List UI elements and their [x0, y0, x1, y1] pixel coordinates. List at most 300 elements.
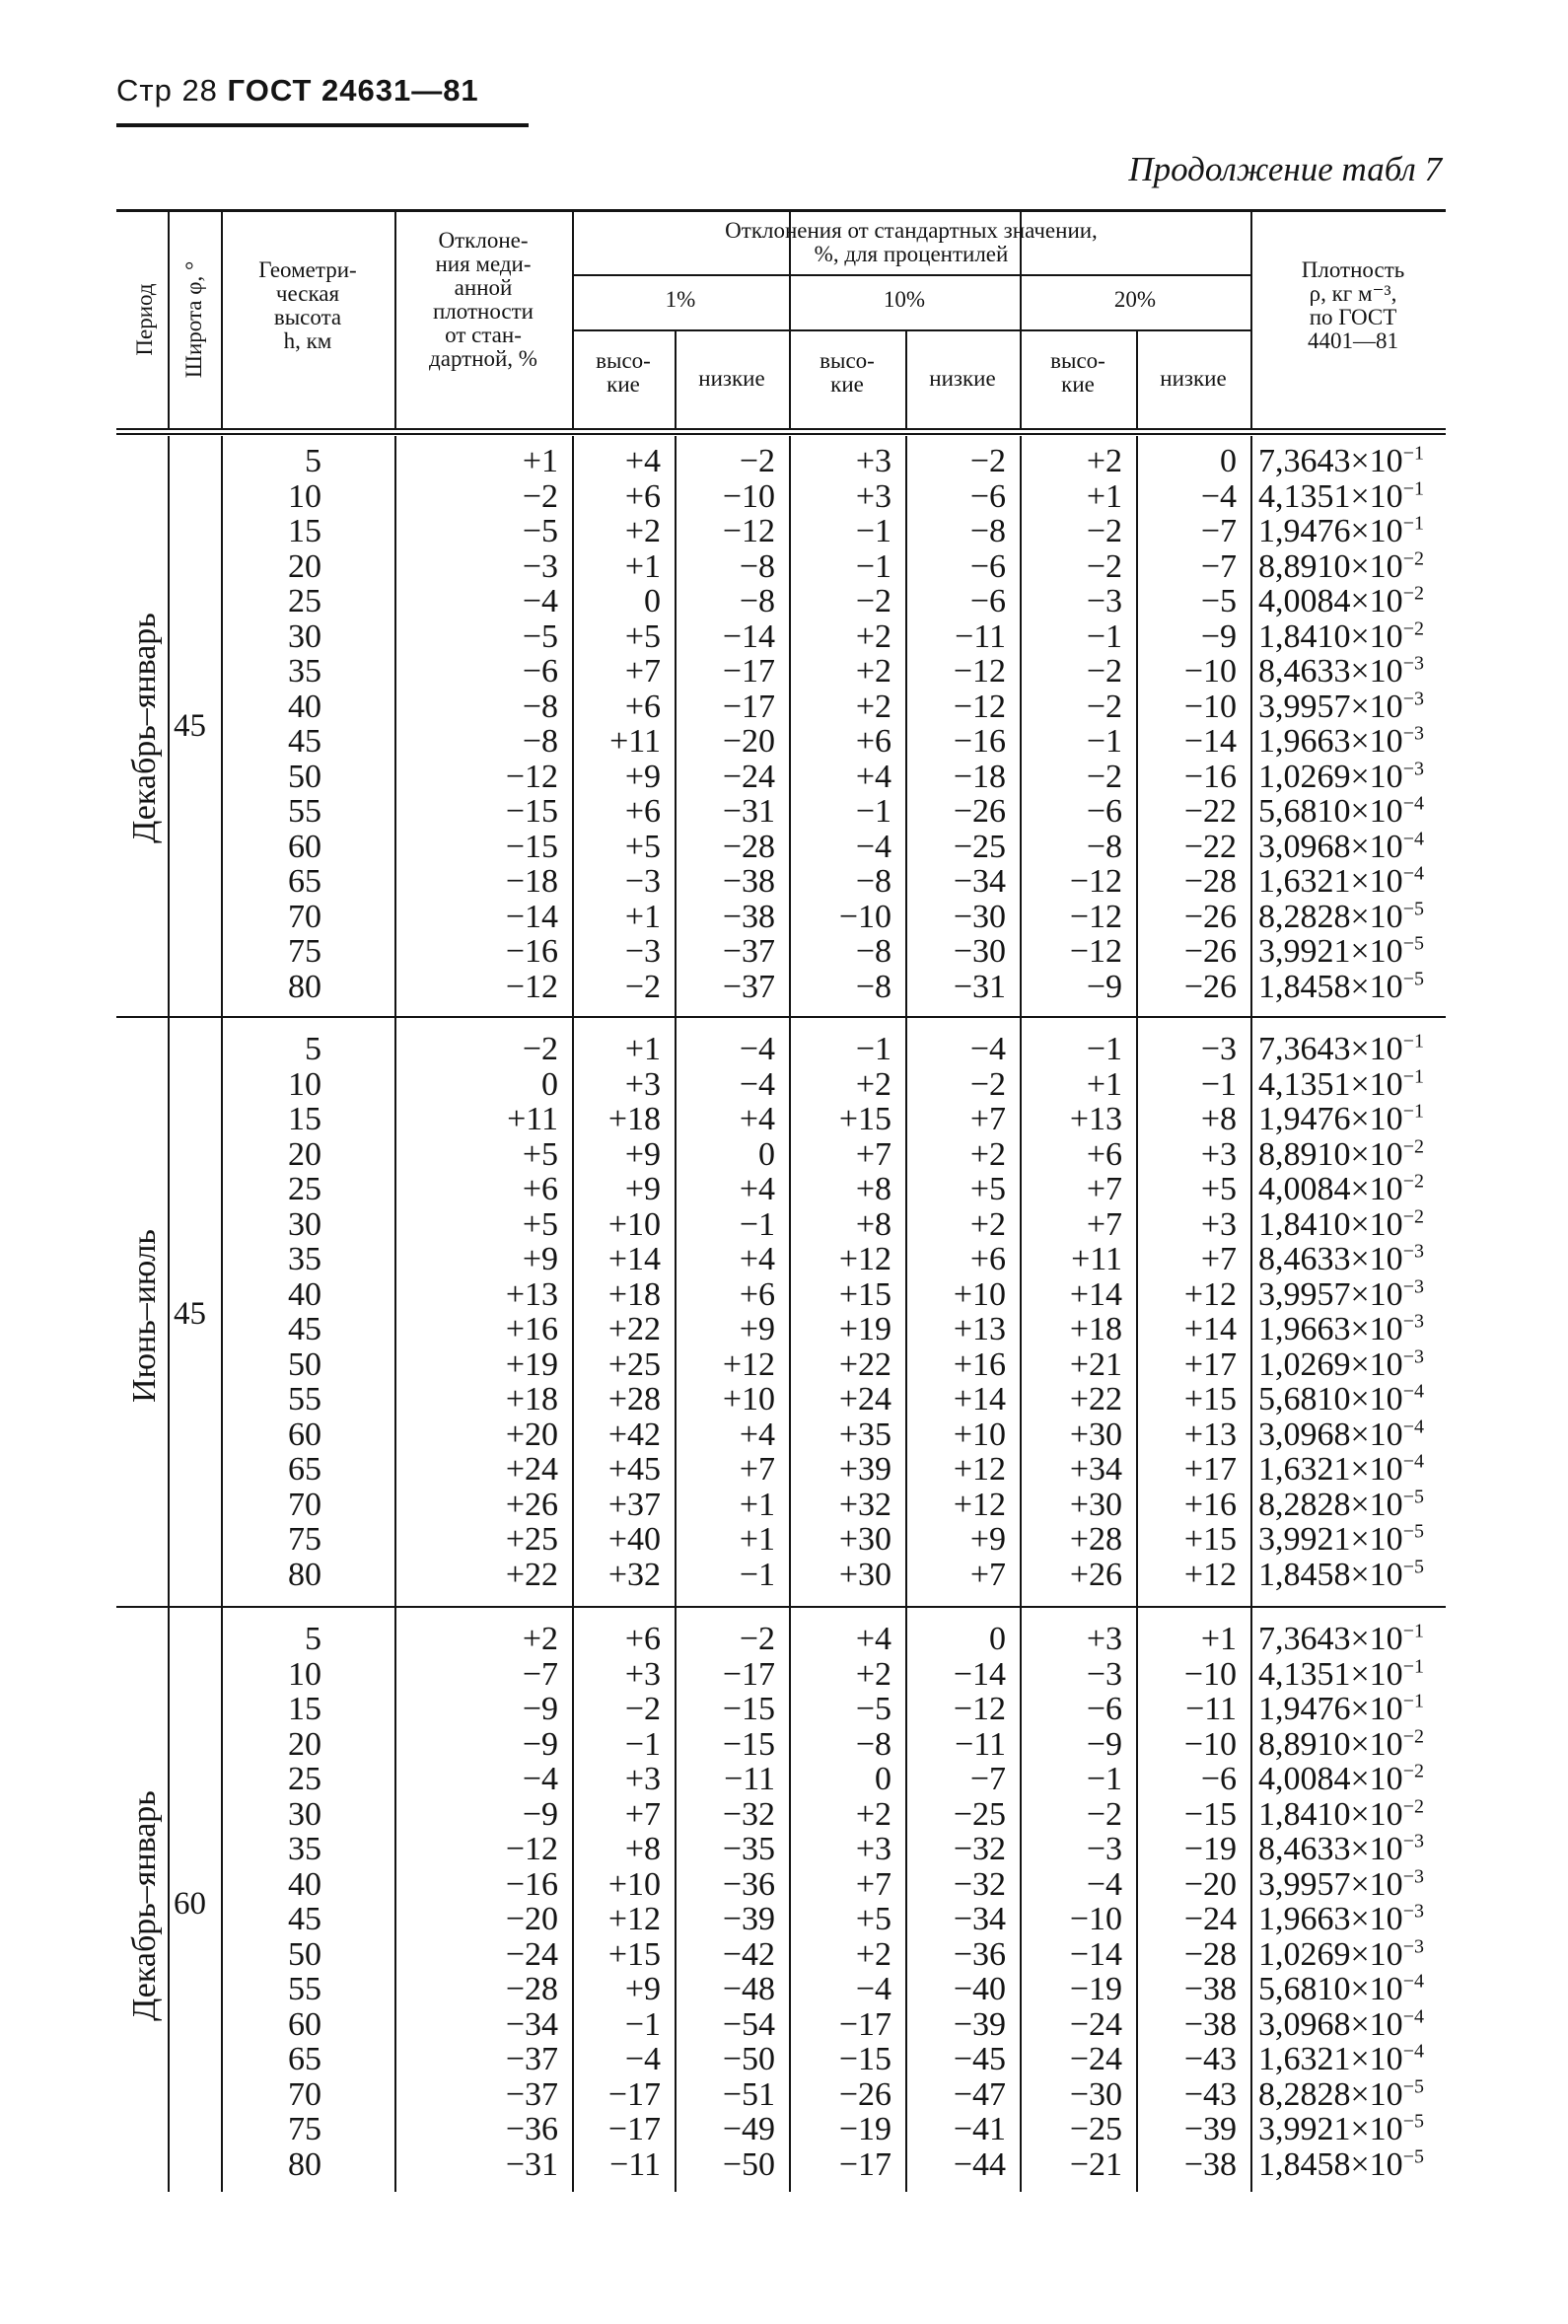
column-header-density-line: Плотность [1301, 257, 1405, 282]
deviation-cell-p1_high: +3 [624, 1761, 661, 1797]
deviation-cell-p20_low: +15 [1183, 1521, 1237, 1558]
density-mantissa: 8,4633 [1258, 653, 1351, 690]
column-header-p20-high-line: высо- [1050, 348, 1105, 373]
density-value [1258, 760, 1424, 795]
density-value [1258, 690, 1424, 725]
density-exponent: −1 [1402, 1100, 1424, 1123]
density-base: ×10 [1350, 1935, 1403, 1973]
period-label-1: Декабрь–январь [126, 613, 163, 843]
column-header-p20-low: низкие [1160, 366, 1227, 391]
deviation-cell-p1_high: +8 [624, 1831, 661, 1867]
deviation-cell-p1_low: +4 [739, 1171, 775, 1207]
density-base: ×10 [1350, 1901, 1403, 1937]
deviation-cell-median: −4 [522, 1761, 558, 1797]
deviation-cell-p10_high: +2 [855, 653, 891, 690]
density-mantissa: 3,9957 [1258, 688, 1351, 725]
deviation-cell-p10_high: −1 [855, 513, 891, 549]
deviation-cell-p1_low: −51 [722, 2075, 775, 2113]
height-value: 65 [288, 2041, 321, 2077]
density-value [1258, 830, 1424, 865]
deviation-cell-p10_low: 0 [989, 1621, 1006, 1657]
density-value [1258, 724, 1424, 760]
deviation-cell-p1_high: +7 [624, 653, 661, 690]
deviation-cell-median: +9 [522, 1241, 558, 1277]
density-mantissa: 3,9921 [1258, 2111, 1351, 2147]
column-header-median-deviation-line: ния меди- [435, 252, 532, 276]
height-value: 55 [288, 1971, 321, 2007]
deviation-cell-p20_low: −14 [1183, 723, 1237, 760]
height-value: 70 [288, 898, 321, 935]
height-value: 80 [288, 968, 321, 1005]
deviation-cell-median: +25 [505, 1521, 558, 1558]
deviation-cell-median: 0 [541, 1065, 558, 1103]
density-exponent: −3 [1402, 1865, 1424, 1888]
deviation-cell-p1_high: +10 [607, 1205, 661, 1243]
deviation-cell-p20_low: −10 [1183, 1725, 1237, 1763]
deviation-cell-p1_high: +18 [607, 1275, 661, 1313]
deviation-cell-p1_low: −17 [722, 653, 775, 690]
deviation-cell-p1_low: −38 [722, 863, 775, 900]
density-mantissa: 8,8910 [1258, 547, 1351, 585]
density-value [1258, 1727, 1424, 1763]
deviation-cell-p10_high: +2 [855, 1065, 891, 1103]
height-value: 10 [288, 1065, 321, 1103]
density-value [1258, 2147, 1424, 2183]
deviation-cell-p20_low: −11 [1185, 1691, 1237, 1727]
deviation-cell-p10_high: +15 [838, 1101, 891, 1137]
height-value: 30 [288, 1795, 321, 1833]
deviation-cell-p20_low: −38 [1183, 1971, 1237, 2007]
density-exponent: −1 [1402, 1655, 1424, 1678]
density-value [1258, 1972, 1424, 2007]
deviation-cell-p1_high: +28 [607, 1381, 661, 1417]
density-value [1258, 1277, 1424, 1313]
deviation-cell-p10_low: +6 [969, 1241, 1006, 1277]
height-value: 5 [305, 443, 321, 479]
deviation-cell-median: −34 [505, 2005, 558, 2043]
height-value: 55 [288, 1381, 321, 1417]
deviation-cell-p20_low: +17 [1183, 1451, 1237, 1488]
density-value [1258, 619, 1424, 655]
block-rule-1 [116, 1016, 1446, 1018]
deviation-cell-p10_low: −39 [953, 2005, 1006, 2043]
column-header-height-line: высота [273, 305, 342, 329]
density-exponent: −4 [1402, 792, 1424, 815]
column-header-median-deviation-line: плотности [433, 299, 534, 324]
deviation-cell-median: +26 [505, 1486, 558, 1523]
density-base: ×10 [1350, 1345, 1403, 1383]
density-exponent: −5 [1402, 932, 1424, 955]
deviation-cell-median: −12 [505, 758, 558, 795]
density-exponent: −5 [1402, 2110, 1424, 2133]
deviation-cell-p1_low: +6 [739, 1275, 775, 1313]
deviation-cell-p20_high: −12 [1069, 933, 1122, 970]
density-base: ×10 [1350, 1241, 1403, 1277]
deviation-cell-p10_low: −11 [955, 617, 1006, 655]
deviation-cell-p1_high: −3 [624, 863, 661, 900]
height-value: 45 [288, 1901, 321, 1937]
density-exponent: −5 [1402, 1520, 1424, 1543]
density-exponent: −3 [1402, 688, 1424, 710]
deviation-cell-p1_high: +45 [607, 1451, 661, 1488]
density-value [1258, 654, 1424, 690]
deviation-cell-p1_high: +42 [607, 1416, 661, 1453]
deviation-cell-median: +2 [522, 1621, 558, 1657]
density-mantissa: 1,9663 [1258, 723, 1351, 760]
deviation-cell-p10_low: −6 [969, 547, 1006, 585]
deviation-cell-p10_high: +2 [855, 688, 891, 725]
standard-number: ГОСТ 24631—81 [227, 73, 479, 108]
deviation-cell-p20_high: −25 [1069, 2111, 1122, 2147]
density-mantissa: 7,3643 [1258, 1031, 1351, 1067]
deviation-cell-p1_low: −48 [722, 1971, 775, 2007]
deviation-cell-p20_high: +11 [1071, 1241, 1122, 1277]
deviation-cell-p1_high: +6 [624, 1621, 661, 1657]
deviation-cell-median: −37 [505, 2041, 558, 2077]
density-value [1258, 900, 1424, 935]
period-label-3: Декабрь–январь [126, 1790, 163, 2021]
deviation-cell-p1_low: +4 [739, 1416, 775, 1453]
density-exponent: −1 [1402, 1030, 1424, 1053]
density-mantissa: 1,8410 [1258, 1795, 1351, 1833]
density-value [1258, 479, 1424, 515]
density-mantissa: 1,8458 [1258, 968, 1351, 1005]
deviation-cell-p10_low: −31 [953, 968, 1006, 1005]
deviation-cell-p1_high: +5 [624, 828, 661, 865]
column-header-p10-low: низкие [929, 366, 996, 391]
deviation-cell-p10_high: +4 [855, 1621, 891, 1657]
deviation-cell-p20_low: +1 [1200, 1621, 1237, 1657]
density-value [1258, 549, 1424, 585]
deviation-cell-median: +1 [522, 443, 558, 479]
deviation-cell-median: +16 [505, 1311, 558, 1347]
deviation-cell-p20_low: +14 [1183, 1311, 1237, 1347]
density-exponent: −5 [1402, 2075, 1424, 2098]
density-mantissa: 1,8410 [1258, 1205, 1351, 1243]
height-value: 70 [288, 1486, 321, 1523]
density-mantissa: 1,0269 [1258, 758, 1351, 795]
density-exponent: −4 [1402, 1416, 1424, 1438]
page-label: Стр 28 [116, 73, 218, 108]
deviation-cell-p1_high: +7 [624, 1795, 661, 1833]
deviation-cell-p10_high: −5 [855, 1691, 891, 1727]
deviation-cell-p1_low: −15 [722, 1691, 775, 1727]
deviation-cell-p1_high: +4 [624, 443, 661, 479]
density-exponent: −3 [1402, 1345, 1424, 1368]
deviation-cell-median: −12 [505, 1831, 558, 1867]
table-continuation-caption: Продолжение табл 7 [1128, 150, 1442, 188]
density-exponent: −4 [1402, 1970, 1424, 1993]
density-base: ×10 [1350, 723, 1403, 760]
deviation-cell-p10_high: +4 [855, 758, 891, 795]
density-value [1258, 1312, 1424, 1347]
density-base: ×10 [1350, 2075, 1403, 2113]
deviation-cell-p1_high: +3 [624, 1065, 661, 1103]
percentile-header-p20: 20% [1113, 287, 1157, 312]
density-exponent: −1 [1402, 1690, 1424, 1712]
deviation-cell-p20_low: −10 [1183, 653, 1237, 690]
density-exponent: −2 [1402, 1135, 1424, 1158]
density-exponent: −1 [1402, 512, 1424, 535]
deviation-cell-median: −16 [505, 1865, 558, 1903]
deviation-cell-p1_low: +12 [722, 1345, 775, 1383]
density-mantissa: 1,8458 [1258, 1556, 1351, 1593]
deviation-cell-p10_high: −2 [855, 583, 891, 619]
deviation-cell-p1_low: −20 [722, 723, 775, 760]
density-mantissa: 1,0269 [1258, 1935, 1351, 1973]
deviation-cell-p20_high: +28 [1069, 1521, 1122, 1558]
column-header-median-deviation-line: анной [454, 275, 513, 300]
deviation-cell-p10_high: −4 [855, 828, 891, 865]
density-value [1258, 1488, 1424, 1523]
deviation-cell-p20_high: −30 [1069, 2075, 1122, 2113]
deviation-cell-p10_high: +5 [855, 1901, 891, 1937]
deviation-cell-p20_high: −2 [1086, 547, 1122, 585]
deviation-cell-p10_high: −1 [855, 793, 891, 830]
density-mantissa: 3,9921 [1258, 933, 1351, 970]
deviation-cell-p20_low: −7 [1200, 547, 1237, 585]
height-value: 50 [288, 758, 321, 795]
deviation-cell-p20_low: −28 [1183, 1935, 1237, 1973]
density-exponent: −2 [1402, 1170, 1424, 1193]
deviation-cell-p20_high: −2 [1086, 653, 1122, 690]
deviation-cell-p1_low: +7 [739, 1451, 775, 1488]
period-label-2: Июнь–июль [126, 1229, 163, 1403]
density-base: ×10 [1350, 547, 1403, 585]
density-base: ×10 [1350, 1621, 1403, 1657]
height-value: 75 [288, 2111, 321, 2147]
deviation-cell-p10_high: +19 [838, 1311, 891, 1347]
deviation-cell-p10_high: +7 [855, 1135, 891, 1173]
deviation-cell-p20_low: −22 [1183, 828, 1237, 865]
deviation-cell-median: −6 [522, 653, 558, 690]
header-bottom-rule [116, 428, 1446, 430]
height-value: 65 [288, 863, 321, 900]
deviation-cell-p20_high: −9 [1086, 1725, 1122, 1763]
density-base: ×10 [1350, 443, 1403, 479]
deviation-cell-p20_low: 0 [1220, 443, 1237, 479]
density-mantissa: 4,1351 [1258, 477, 1351, 515]
deviation-cell-p10_low: −11 [955, 1725, 1006, 1763]
density-value [1258, 1762, 1424, 1797]
density-base: ×10 [1350, 1065, 1403, 1103]
density-base: ×10 [1350, 1865, 1403, 1903]
deviation-cell-p1_low: −4 [739, 1065, 775, 1103]
deviation-cell-p20_low: −20 [1183, 1865, 1237, 1903]
density-exponent: −4 [1402, 828, 1424, 850]
density-base: ×10 [1350, 1971, 1403, 2007]
density-mantissa: 8,2828 [1258, 898, 1351, 935]
deviation-cell-p1_low: −31 [722, 793, 775, 830]
deviation-cell-p1_low: −36 [722, 1865, 775, 1903]
density-base: ×10 [1350, 1725, 1403, 1763]
density-value [1258, 1137, 1424, 1173]
deviation-cell-p20_high: +6 [1086, 1135, 1122, 1173]
height-value: 5 [305, 1621, 321, 1657]
density-mantissa: 3,0968 [1258, 828, 1351, 865]
deviation-cell-p20_high: −24 [1069, 2005, 1122, 2043]
density-value [1258, 1417, 1424, 1453]
deviation-cell-p1_low: −37 [722, 933, 775, 970]
deviation-cell-p20_low: −6 [1200, 1761, 1237, 1797]
deviation-cell-p10_high: −26 [838, 2075, 891, 2113]
deviation-cell-p1_high: −3 [624, 933, 661, 970]
density-exponent: −1 [1402, 1065, 1424, 1088]
column-header-density-line: по ГОСТ [1309, 305, 1397, 329]
density-base: ×10 [1350, 583, 1403, 619]
density-value [1258, 1867, 1424, 1903]
deviation-cell-p1_high: +11 [609, 723, 661, 760]
density-exponent: −5 [1402, 1486, 1424, 1508]
deviation-cell-p1_low: −4 [739, 1031, 775, 1067]
deviation-cell-p20_low: −4 [1200, 477, 1237, 515]
density-base: ×10 [1350, 828, 1403, 865]
deviation-cell-p20_high: −24 [1069, 2041, 1122, 2077]
density-mantissa: 4,0084 [1258, 1171, 1351, 1207]
density-base: ×10 [1350, 1761, 1403, 1797]
deviation-cell-p1_low: −2 [739, 1621, 775, 1657]
deviation-cell-p20_low: −7 [1200, 513, 1237, 549]
deviation-cell-p10_high: −8 [855, 863, 891, 900]
deviation-cell-p10_low: −41 [953, 2111, 1006, 2147]
density-exponent: −3 [1402, 1830, 1424, 1852]
height-value: 80 [288, 2145, 321, 2183]
deviation-cell-p1_high: −2 [624, 1691, 661, 1727]
deviation-cell-p10_low: +7 [969, 1101, 1006, 1137]
deviation-cell-p20_high: +1 [1086, 1065, 1122, 1103]
density-exponent: −3 [1402, 1900, 1424, 1923]
column-header-height-line: h, км [283, 328, 332, 353]
deviation-cell-p20_high: −1 [1086, 723, 1122, 760]
deviation-cell-p10_high: −8 [855, 968, 891, 1005]
density-base: ×10 [1350, 688, 1403, 725]
deviation-cell-median: +19 [505, 1345, 558, 1383]
deviation-cell-p10_high: +2 [855, 1935, 891, 1973]
height-value: 40 [288, 1865, 321, 1903]
deviation-cell-p1_low: −50 [722, 2041, 775, 2077]
density-exponent: −3 [1402, 1935, 1424, 1958]
height-value: 70 [288, 2075, 321, 2113]
density-base: ×10 [1350, 2111, 1403, 2147]
density-exponent: −1 [1402, 477, 1424, 500]
deviation-cell-p10_low: +12 [953, 1486, 1006, 1523]
column-header-p1-low: низкие [698, 366, 765, 391]
deviation-cell-p10_low: −40 [953, 1971, 1006, 2007]
density-value [1258, 2042, 1424, 2077]
density-mantissa: 1,8458 [1258, 2145, 1351, 2183]
deviation-cell-p10_low: −32 [953, 1831, 1006, 1867]
deviation-cell-p1_high: +9 [624, 1135, 661, 1173]
column-header-density-line: ρ, кг м⁻³, [1309, 281, 1397, 306]
density-base: ×10 [1350, 933, 1403, 970]
deviation-cell-p20_low: +5 [1200, 1171, 1237, 1207]
deviation-cell-p10_high: −1 [855, 547, 891, 585]
deviation-cell-p10_low: −45 [953, 2041, 1006, 2077]
deviation-cell-p20_low: −39 [1183, 2111, 1237, 2147]
deviation-cell-p10_high: −4 [855, 1971, 891, 2007]
deviation-cell-median: −9 [522, 1691, 558, 1727]
deviation-cell-median: +5 [522, 1135, 558, 1173]
density-mantissa: 1,6321 [1258, 1451, 1351, 1488]
deviation-cell-p10_high: +3 [855, 443, 891, 479]
height-value: 50 [288, 1935, 321, 1973]
deviation-cell-p1_high: +9 [624, 1171, 661, 1207]
density-base: ×10 [1350, 898, 1403, 935]
deviation-cell-p10_low: +10 [953, 1416, 1006, 1453]
height-value: 40 [288, 688, 321, 725]
body-vline-0 [168, 436, 170, 2192]
deviation-cell-median: −28 [505, 1971, 558, 2007]
height-value: 20 [288, 1725, 321, 1763]
column-header-latitude: Широта φ, ° [181, 260, 206, 379]
deviation-cell-p10_low: −25 [953, 828, 1006, 865]
density-base: ×10 [1350, 758, 1403, 795]
height-value: 30 [288, 617, 321, 655]
deviation-cell-p10_low: −18 [953, 758, 1006, 795]
deviation-cell-p20_high: −12 [1069, 898, 1122, 935]
deviation-cell-p20_high: −1 [1086, 1031, 1122, 1067]
density-value [1258, 444, 1424, 479]
density-mantissa: 8,8910 [1258, 1135, 1351, 1173]
height-value: 15 [288, 513, 321, 549]
density-mantissa: 8,8910 [1258, 1725, 1351, 1763]
deviation-cell-p1_high: +10 [607, 1865, 661, 1903]
deviation-cell-p1_high: +37 [607, 1486, 661, 1523]
density-exponent: −3 [1402, 758, 1424, 780]
deviation-cell-p20_low: −38 [1183, 2005, 1237, 2043]
deviation-cell-p20_high: +1 [1086, 477, 1122, 515]
deviation-cell-p1_high: +22 [607, 1311, 661, 1347]
deviation-cell-p1_low: 0 [758, 1135, 775, 1173]
density-mantissa: 1,9663 [1258, 1901, 1351, 1937]
deviation-cell-median: −3 [522, 547, 558, 585]
percentile-header-p1: 1% [665, 287, 696, 312]
deviation-cell-p1_low: +4 [739, 1101, 775, 1137]
deviation-cell-p10_high: +8 [855, 1205, 891, 1243]
deviation-cell-p1_low: +9 [739, 1311, 775, 1347]
column-header-group-title-line: %, для процентилей [814, 242, 1009, 266]
column-header-median-deviation-line: Отклоне- [438, 228, 529, 253]
density-exponent: −2 [1402, 1760, 1424, 1782]
density-mantissa: 3,9921 [1258, 1521, 1351, 1558]
height-value: 50 [288, 1345, 321, 1383]
deviation-cell-p20_high: −6 [1086, 1691, 1122, 1727]
deviation-cell-p1_low: +10 [722, 1381, 775, 1417]
deviation-cell-median: −31 [505, 2145, 558, 2183]
density-value [1258, 934, 1424, 970]
deviation-cell-p20_low: +16 [1183, 1486, 1237, 1523]
density-mantissa: 7,3643 [1258, 1621, 1351, 1657]
density-mantissa: 1,9476 [1258, 513, 1351, 549]
density-value [1258, 1832, 1424, 1867]
height-value: 10 [288, 1655, 321, 1693]
density-mantissa: 7,3643 [1258, 443, 1351, 479]
deviation-cell-p1_low: −17 [722, 1655, 775, 1693]
deviation-cell-p20_low: −26 [1183, 968, 1237, 1005]
density-mantissa: 1,6321 [1258, 863, 1351, 900]
deviation-cell-p20_low: +3 [1200, 1135, 1237, 1173]
height-value: 15 [288, 1101, 321, 1137]
deviation-cell-p1_low: −37 [722, 968, 775, 1005]
page-header [116, 73, 479, 109]
density-base: ×10 [1350, 1275, 1403, 1313]
deviation-cell-median: −9 [522, 1795, 558, 1833]
deviation-cell-p1_high: −4 [624, 2041, 661, 2077]
deviation-cell-p20_high: +13 [1069, 1101, 1122, 1137]
density-value [1258, 1622, 1424, 1657]
density-exponent: −5 [1402, 968, 1424, 990]
deviation-cell-p1_high: +32 [607, 1556, 661, 1593]
